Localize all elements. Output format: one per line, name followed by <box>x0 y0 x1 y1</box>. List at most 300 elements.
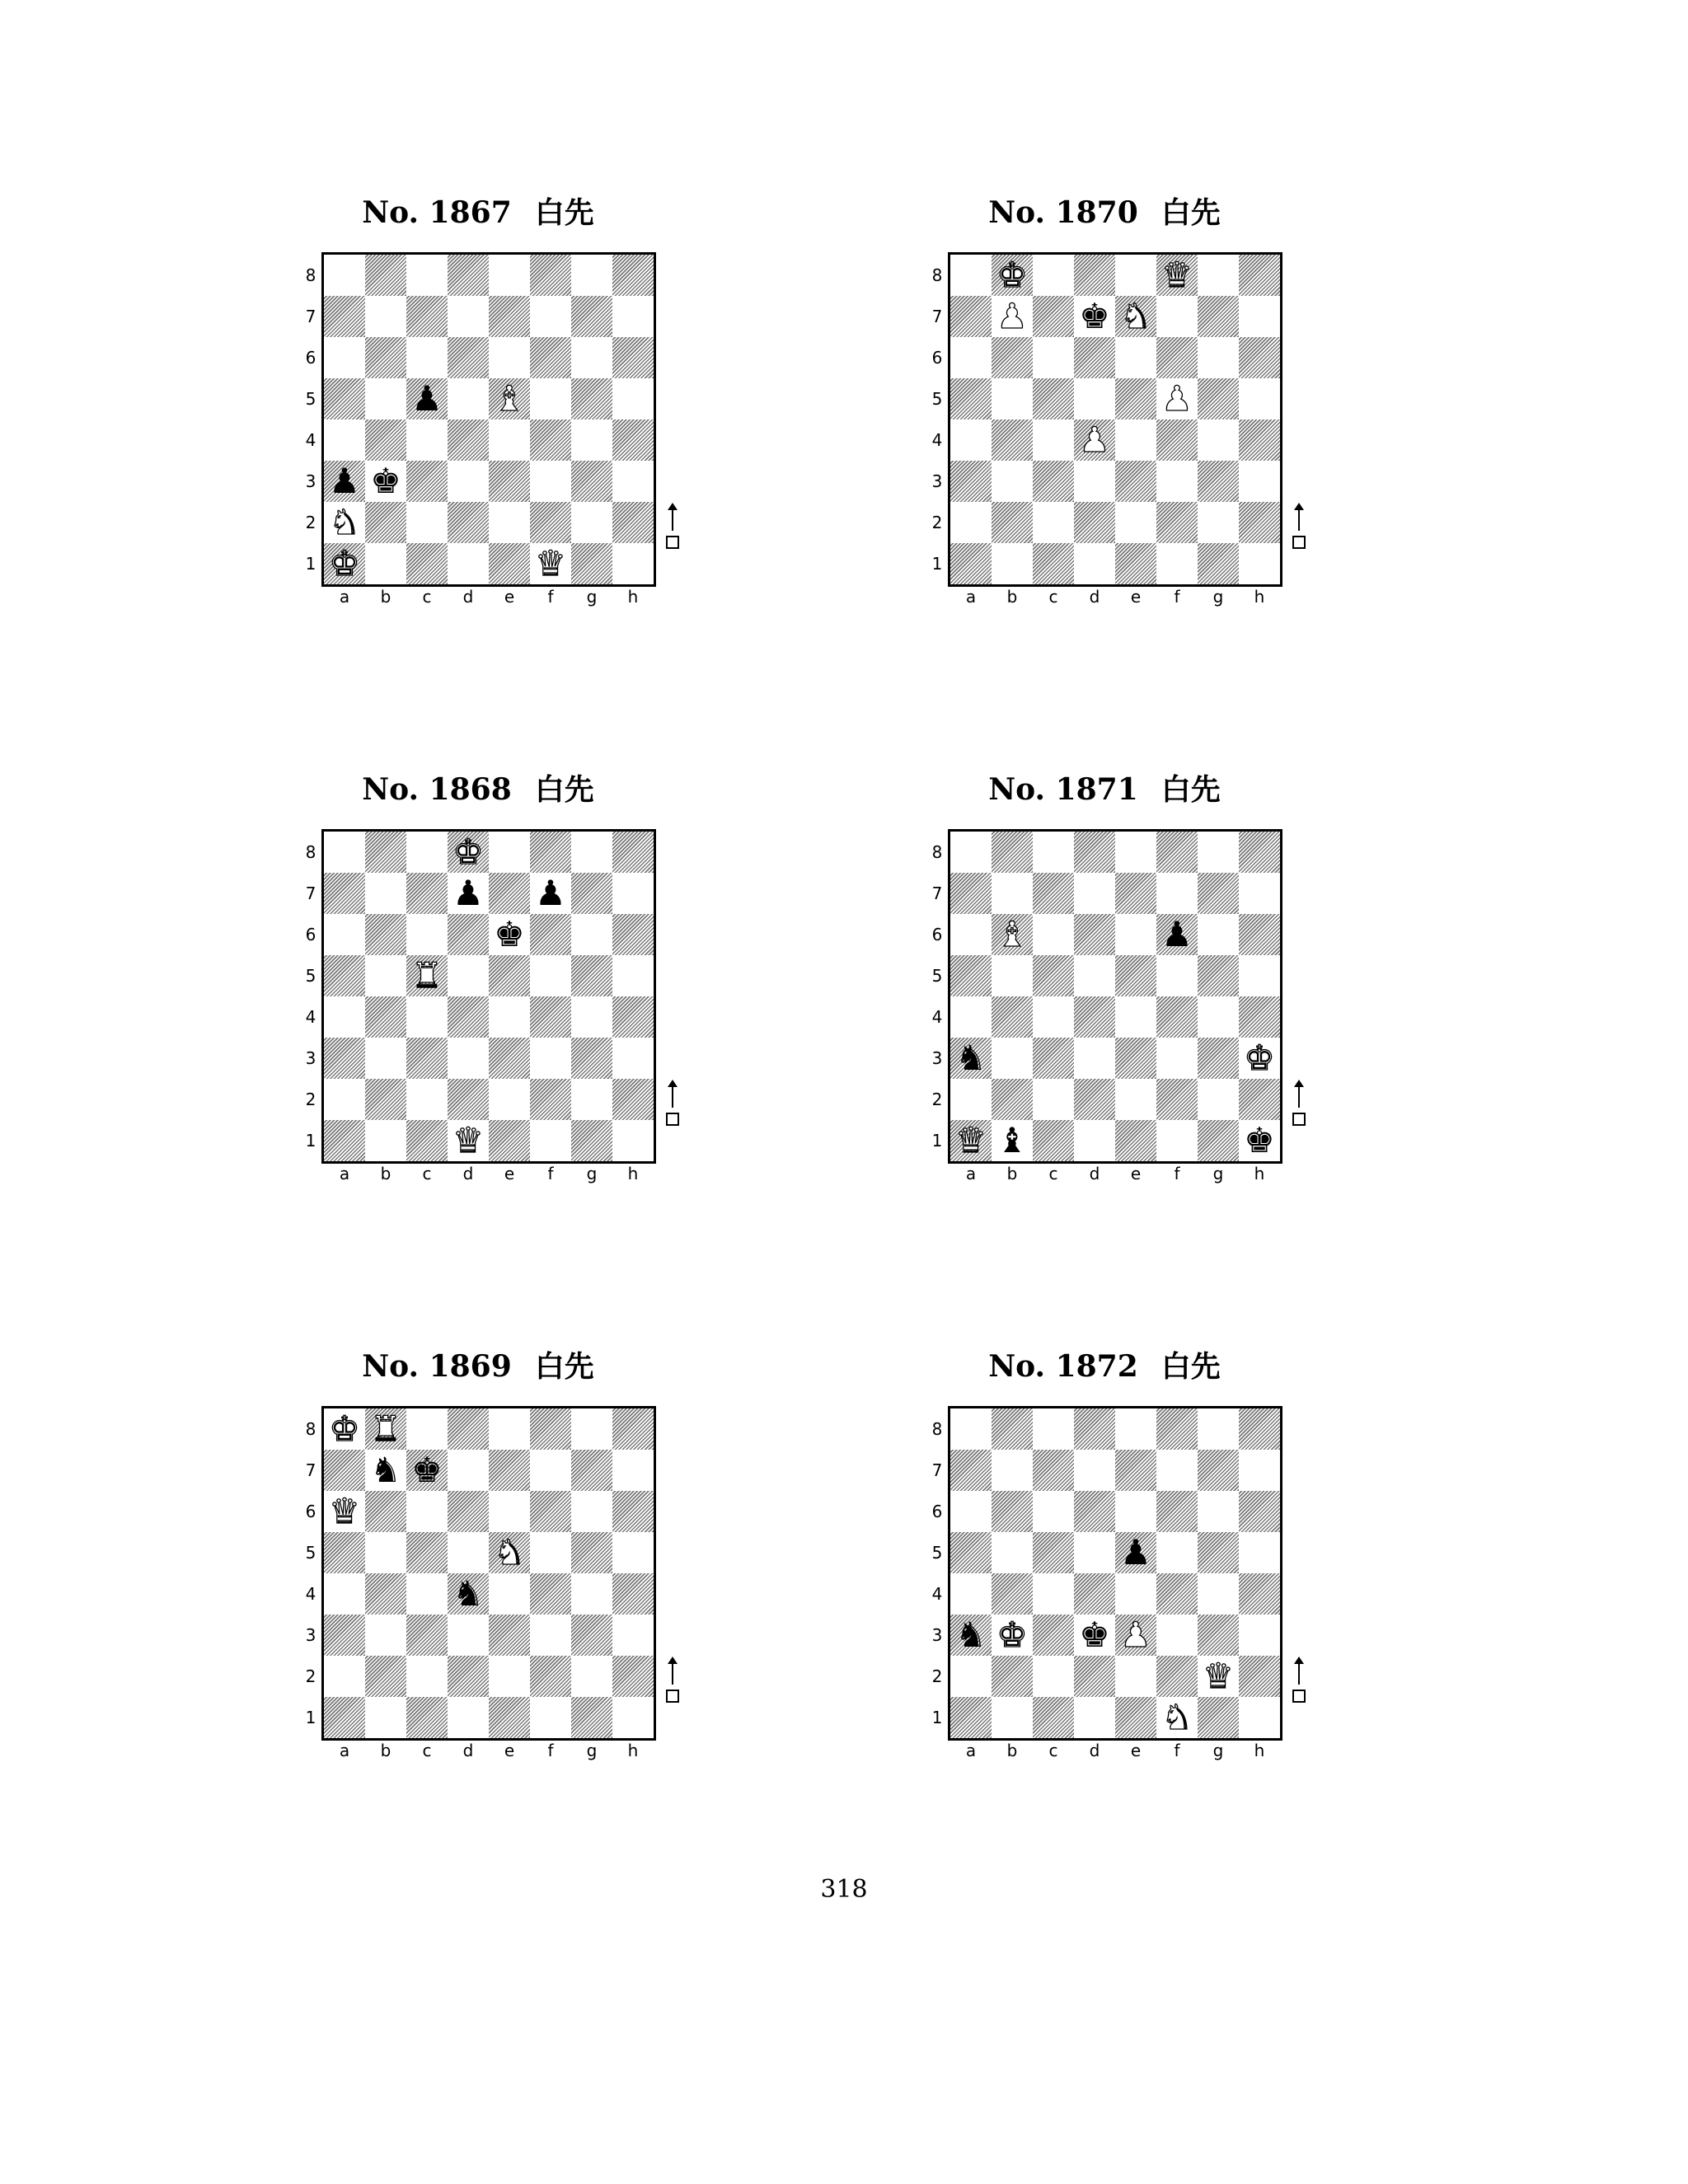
file-label: a <box>339 1164 350 1183</box>
board-square <box>571 1615 612 1656</box>
board-square <box>489 832 530 873</box>
board-square <box>950 461 992 502</box>
board-square <box>324 296 365 337</box>
puzzle-title <box>915 771 1294 808</box>
board-square <box>1156 873 1198 914</box>
white-pawn-icon: ♟ <box>996 296 1028 336</box>
board-square <box>1115 255 1156 296</box>
chess-board <box>321 1406 656 1741</box>
board-square <box>1115 1079 1156 1120</box>
white-king-icon: ♚ <box>329 543 360 583</box>
side-to-move-label: 白先 <box>1160 1350 1221 1384</box>
board-square <box>530 378 571 419</box>
board-square <box>1156 1491 1198 1532</box>
board-square <box>1115 1408 1156 1450</box>
board-square <box>1156 1573 1198 1615</box>
board-square <box>1239 296 1280 337</box>
file-label: f <box>1174 1741 1180 1760</box>
rank-label: 2 <box>305 513 316 532</box>
board-square <box>406 1491 448 1532</box>
puzzle-number: No. 1869 <box>362 1349 512 1384</box>
board-square <box>571 832 612 873</box>
board-square <box>489 1079 530 1120</box>
board-square <box>365 296 406 337</box>
board-square <box>1074 1697 1115 1738</box>
board-square <box>571 1408 612 1450</box>
board-square <box>1033 1079 1074 1120</box>
page-number: 318 <box>820 1875 868 1904</box>
file-label: g <box>586 1741 598 1760</box>
file-label: b <box>380 1741 392 1760</box>
file-label: d <box>1089 1164 1100 1183</box>
rank-label: 2 <box>305 1090 316 1109</box>
board-square <box>992 996 1033 1038</box>
board-square <box>571 502 612 543</box>
board-square <box>448 914 489 955</box>
board-square <box>406 502 448 543</box>
board-square <box>612 1120 654 1161</box>
board-square <box>324 1038 365 1079</box>
board-square <box>489 1656 530 1697</box>
black-pawn-icon: ♟ <box>1161 914 1193 954</box>
black-king-icon: ♚ <box>411 1450 443 1490</box>
up-arrow-icon <box>1298 509 1300 531</box>
board-square <box>365 1120 406 1161</box>
puzzle-number: No. 1871 <box>988 772 1138 807</box>
board-square <box>571 873 612 914</box>
board-square <box>1198 1615 1239 1656</box>
board-square <box>1239 1573 1280 1615</box>
black-pawn-icon: ♟ <box>1120 1532 1151 1572</box>
board-square <box>612 1450 654 1491</box>
board-square <box>612 337 654 378</box>
board-square <box>612 1079 654 1120</box>
up-arrow-icon <box>672 1086 673 1108</box>
file-label: e <box>504 1741 515 1760</box>
side-to-move-label: 白先 <box>534 1350 594 1384</box>
board-square <box>950 1573 992 1615</box>
board-square <box>1115 914 1156 955</box>
board-square <box>1156 461 1198 502</box>
board-square <box>1198 296 1239 337</box>
board-square <box>612 955 654 996</box>
board-square <box>1074 543 1115 584</box>
white-square-icon <box>666 1113 679 1126</box>
board-square <box>448 296 489 337</box>
board-square <box>1239 1615 1280 1656</box>
board-square <box>1198 1120 1239 1161</box>
white-square-icon <box>1292 1113 1306 1126</box>
board-square <box>489 1408 530 1450</box>
board-square <box>571 914 612 955</box>
file-label: c <box>422 1164 432 1183</box>
board-square <box>1156 1656 1198 1697</box>
board-square <box>448 1697 489 1738</box>
white-queen-icon: ♛ <box>955 1120 987 1160</box>
board-square <box>950 502 992 543</box>
board-square <box>489 873 530 914</box>
puzzle-diagram <box>915 194 1294 656</box>
board-square <box>1115 1038 1156 1079</box>
board-square <box>489 1491 530 1532</box>
board-square <box>1033 1697 1074 1738</box>
board-square <box>365 1697 406 1738</box>
white-knight-icon: ♞ <box>1161 1697 1193 1737</box>
file-label: a <box>339 1741 350 1760</box>
puzzle-diagram <box>288 771 668 1233</box>
board-square <box>406 419 448 461</box>
board-square <box>1239 255 1280 296</box>
board-square <box>530 1491 571 1532</box>
board-square <box>950 378 992 419</box>
board-square <box>489 296 530 337</box>
board-square <box>1198 996 1239 1038</box>
board-square <box>530 1573 571 1615</box>
board-square <box>1198 1450 1239 1491</box>
board-square <box>612 873 654 914</box>
board-square <box>406 1615 448 1656</box>
board-square <box>571 1038 612 1079</box>
board-square <box>489 337 530 378</box>
board-square <box>1198 1532 1239 1573</box>
file-label: c <box>1048 587 1058 607</box>
board-square <box>571 255 612 296</box>
board-square <box>1239 1079 1280 1120</box>
board-square <box>406 461 448 502</box>
board-square <box>1156 996 1198 1038</box>
board-square <box>1156 1038 1198 1079</box>
rank-label: 2 <box>931 1666 943 1686</box>
board-square <box>448 1450 489 1491</box>
board-square <box>1239 337 1280 378</box>
board-square <box>1033 502 1074 543</box>
white-queen-icon: ♛ <box>329 1491 360 1531</box>
file-label: g <box>1212 1741 1224 1760</box>
file-label: b <box>380 1164 392 1183</box>
board-square <box>1198 502 1239 543</box>
chess-board <box>321 829 656 1164</box>
board-square <box>612 1697 654 1738</box>
board-square <box>365 337 406 378</box>
board-square <box>571 1697 612 1738</box>
board-square <box>992 832 1033 873</box>
puzzle-title <box>288 1348 668 1385</box>
board-square <box>530 255 571 296</box>
board-square <box>1033 461 1074 502</box>
board-square <box>612 1038 654 1079</box>
board-square <box>571 1656 612 1697</box>
board-square <box>1033 1408 1074 1450</box>
board-square <box>992 1038 1033 1079</box>
black-knight-icon: ♞ <box>370 1450 401 1490</box>
board-square <box>1115 461 1156 502</box>
board-square <box>992 378 1033 419</box>
board-square <box>530 337 571 378</box>
board-square <box>1033 1038 1074 1079</box>
board-square <box>530 461 571 502</box>
board-square <box>324 1450 365 1491</box>
board-square <box>1239 914 1280 955</box>
file-label: a <box>965 1741 977 1760</box>
white-bishop-icon: ♝ <box>996 914 1028 954</box>
file-label: g <box>586 1164 598 1183</box>
rank-label: 3 <box>305 471 316 491</box>
board-square <box>448 337 489 378</box>
board-square <box>1033 1615 1074 1656</box>
board-square <box>950 296 992 337</box>
board-square <box>1239 1656 1280 1697</box>
board-square <box>530 1079 571 1120</box>
board-square <box>992 337 1033 378</box>
white-knight-icon: ♞ <box>494 1532 525 1572</box>
board-square <box>1033 543 1074 584</box>
board-square <box>1033 296 1074 337</box>
board-square <box>530 832 571 873</box>
board-square <box>1156 1450 1198 1491</box>
board-square <box>950 1408 992 1450</box>
board-square <box>1033 996 1074 1038</box>
chess-board <box>948 829 1282 1164</box>
board-square <box>530 955 571 996</box>
board-square <box>992 543 1033 584</box>
rank-label: 8 <box>931 1419 943 1439</box>
board-square <box>1033 873 1074 914</box>
board-square <box>950 1656 992 1697</box>
board-square <box>406 1038 448 1079</box>
white-square-icon <box>1292 1690 1306 1703</box>
file-label: d <box>462 1741 474 1760</box>
board-square <box>612 378 654 419</box>
board-square <box>1074 1120 1115 1161</box>
white-to-move-arrow-icon <box>666 504 681 562</box>
board-square <box>324 914 365 955</box>
up-arrow-icon <box>1298 1086 1300 1108</box>
rank-label: 8 <box>931 265 943 285</box>
black-king-icon: ♚ <box>1079 1615 1110 1655</box>
puzzle-number: No. 1868 <box>362 772 512 807</box>
puzzle-number: No. 1870 <box>988 195 1138 230</box>
board-square <box>1074 873 1115 914</box>
file-label: g <box>1212 1164 1224 1183</box>
board-square <box>1074 1038 1115 1079</box>
board-square <box>612 914 654 955</box>
white-pawn-icon: ♟ <box>1079 419 1110 460</box>
puzzle-title <box>915 1348 1294 1385</box>
file-label: h <box>1254 587 1265 607</box>
board-square <box>1239 1532 1280 1573</box>
rank-label: 4 <box>931 430 943 450</box>
board-square <box>612 1656 654 1697</box>
white-queen-icon: ♛ <box>535 543 566 583</box>
board-square <box>448 419 489 461</box>
board-square <box>992 502 1033 543</box>
rank-label: 4 <box>305 1007 316 1027</box>
board-square <box>365 1491 406 1532</box>
white-queen-icon: ♛ <box>452 1120 484 1160</box>
board-square <box>992 1408 1033 1450</box>
board-square <box>1033 419 1074 461</box>
puzzle-diagram <box>288 194 668 656</box>
board-square <box>489 543 530 584</box>
board-square <box>1115 337 1156 378</box>
board-square <box>324 1079 365 1120</box>
board-square <box>1156 1615 1198 1656</box>
puzzle-diagram <box>288 1348 668 1810</box>
white-square-icon <box>1292 536 1306 549</box>
rank-label: 3 <box>305 1625 316 1645</box>
puzzle-number: No. 1872 <box>988 1349 1138 1384</box>
black-pawn-icon: ♟ <box>329 461 360 501</box>
board-square <box>489 1120 530 1161</box>
board-square <box>530 1120 571 1161</box>
file-label: h <box>627 1741 639 1760</box>
board-square <box>1115 873 1156 914</box>
rank-label: 5 <box>931 389 943 409</box>
board-square <box>1198 543 1239 584</box>
white-rook-icon: ♜ <box>411 955 443 996</box>
black-king-icon: ♚ <box>1244 1120 1275 1160</box>
board-square <box>950 955 992 996</box>
board-square <box>1239 543 1280 584</box>
file-label: f <box>547 1741 554 1760</box>
board-square <box>950 337 992 378</box>
board-square <box>992 461 1033 502</box>
file-label: c <box>1048 1164 1058 1183</box>
board-square <box>1074 1491 1115 1532</box>
board-square <box>1239 955 1280 996</box>
chess-board <box>948 1406 1282 1741</box>
board-square <box>448 461 489 502</box>
file-label: f <box>547 587 554 607</box>
board-square <box>448 1038 489 1079</box>
board-square <box>530 914 571 955</box>
rank-label: 5 <box>931 1543 943 1563</box>
board-square <box>612 419 654 461</box>
board-square <box>365 1038 406 1079</box>
board-square <box>1033 378 1074 419</box>
board-square <box>1198 461 1239 502</box>
board-square <box>365 1615 406 1656</box>
board-square <box>1198 1491 1239 1532</box>
board-square <box>1156 1408 1198 1450</box>
board-square <box>406 543 448 584</box>
board-square <box>1074 502 1115 543</box>
board-square <box>489 1615 530 1656</box>
board-square <box>530 419 571 461</box>
board-square <box>406 337 448 378</box>
rank-label: 1 <box>931 1131 943 1151</box>
board-square <box>571 1491 612 1532</box>
rank-label: 1 <box>931 1708 943 1727</box>
board-square <box>448 996 489 1038</box>
board-square <box>365 832 406 873</box>
board-square <box>448 1491 489 1532</box>
board-square <box>489 1573 530 1615</box>
board-square <box>612 543 654 584</box>
board-square <box>324 996 365 1038</box>
board-square <box>365 378 406 419</box>
rank-label: 7 <box>305 883 316 903</box>
black-king-icon: ♚ <box>1079 296 1110 336</box>
board-square <box>992 419 1033 461</box>
rank-label: 1 <box>305 554 316 574</box>
white-to-move-arrow-icon <box>1292 1081 1307 1139</box>
board-square <box>1115 1697 1156 1738</box>
board-square <box>1156 955 1198 996</box>
rank-label: 8 <box>305 842 316 862</box>
rank-label: 3 <box>931 1048 943 1068</box>
board-square <box>1198 419 1239 461</box>
black-king-icon: ♚ <box>494 914 525 954</box>
board-square <box>1239 461 1280 502</box>
board-square <box>324 1532 365 1573</box>
board-square <box>1033 1532 1074 1573</box>
board-square <box>448 1532 489 1573</box>
rank-label: 7 <box>305 307 316 326</box>
file-label: b <box>1006 587 1018 607</box>
board-square <box>1074 378 1115 419</box>
board-square <box>950 996 992 1038</box>
up-arrow-icon <box>672 1663 673 1685</box>
chess-board <box>948 252 1282 587</box>
board-square <box>489 996 530 1038</box>
board-square <box>406 1079 448 1120</box>
board-square <box>571 1120 612 1161</box>
rank-label: 6 <box>305 348 316 368</box>
board-square <box>571 378 612 419</box>
rank-label: 1 <box>305 1131 316 1151</box>
white-bishop-icon: ♝ <box>494 378 525 419</box>
board-square <box>1115 1120 1156 1161</box>
board-square <box>365 996 406 1038</box>
board-square <box>406 1697 448 1738</box>
board-square <box>1156 1120 1198 1161</box>
board-square <box>406 1120 448 1161</box>
rank-label: 8 <box>931 842 943 862</box>
board-square <box>950 419 992 461</box>
black-knight-icon: ♞ <box>955 1038 987 1078</box>
board-square <box>324 832 365 873</box>
board-square <box>1074 914 1115 955</box>
board-square <box>530 502 571 543</box>
board-square <box>365 1532 406 1573</box>
chess-board <box>321 252 656 587</box>
board-square <box>406 873 448 914</box>
white-square-icon <box>666 1690 679 1703</box>
board-square <box>1198 914 1239 955</box>
board-square <box>1239 1697 1280 1738</box>
board-square <box>530 1656 571 1697</box>
file-label: a <box>965 587 977 607</box>
board-square <box>406 255 448 296</box>
board-square <box>530 1697 571 1738</box>
board-square <box>1115 832 1156 873</box>
board-square <box>365 873 406 914</box>
file-label: h <box>627 587 639 607</box>
rank-label: 4 <box>931 1584 943 1604</box>
board-square <box>489 419 530 461</box>
board-square <box>1156 296 1198 337</box>
board-square <box>1156 543 1198 584</box>
board-square <box>1198 955 1239 996</box>
board-square <box>571 461 612 502</box>
board-square <box>365 914 406 955</box>
black-pawn-icon: ♟ <box>411 378 443 419</box>
white-to-move-arrow-icon <box>1292 504 1307 562</box>
file-label: h <box>1254 1164 1265 1183</box>
board-square <box>406 1656 448 1697</box>
board-square <box>1033 914 1074 955</box>
